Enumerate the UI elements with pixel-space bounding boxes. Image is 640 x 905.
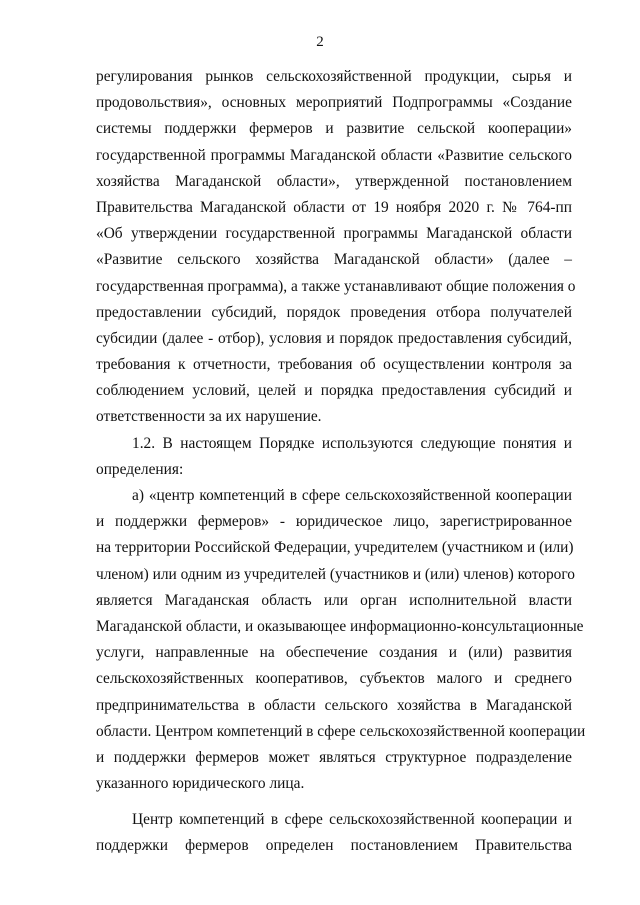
page-number: 2 — [316, 34, 324, 50]
text-line: области. Центром компетенций в сфере сельскохозяйственной кооперации — [96, 722, 586, 740]
text-line: продовольствия», основных мероприятий Подпрограммы «Создание — [96, 94, 572, 112]
text-line: предоставлении субсидий, порядок проведения отбора получателей — [96, 303, 572, 321]
text-line: сельскохозяйственных кооперативов, субъектов малого и среднего — [96, 670, 572, 688]
text-line: на территории Российской Федерации, учредителем (участником и (или) — [96, 539, 574, 557]
text-line: и поддержки фермеров» - юридическое лицо, зарегистрированное — [96, 513, 572, 531]
paragraph-gap — [96, 797, 572, 807]
text-line: является Магаданская область или орган исполнительной власти — [96, 591, 572, 609]
text-line: хозяйства Магаданской области», утвержденной постановлением — [96, 172, 572, 190]
text-line: Центр компетенций в сфере сельскохозяйственной кооперации и — [132, 811, 572, 829]
text-line: услуги, направленные на обеспечение создания и (или) развития — [96, 644, 572, 662]
document-body — [96, 64, 586, 860]
text-line: системы поддержки фермеров и развитие сельской кооперации» — [96, 120, 572, 138]
text-line: а) «центр компетенций в сфере сельскохозяйственной кооперации — [132, 487, 572, 504]
paragraph-3 — [96, 483, 586, 797]
text-line: членом) или одним из учредителей (участников и (или) членов) которого — [96, 565, 575, 583]
text-line: Правительства Магаданской области от 19 ноября 2020 г. № 764-пп — [96, 198, 572, 216]
text-line: и поддержки фермеров может являться структурное подразделение — [96, 748, 572, 766]
text-line: 1.2. В настоящем Порядке используются следующие понятия и — [132, 434, 572, 452]
paragraph-1 — [96, 64, 576, 431]
text-line: «Развитие сельского хозяйства Магаданской области» (далее – — [96, 251, 572, 269]
text-line: предпринимательства в области сельского хозяйства в Магаданской — [96, 696, 572, 714]
text-line: «Об утверждении государственной программы Магаданской области — [96, 225, 572, 243]
paragraph-4 — [96, 807, 572, 859]
text-line: соблюдением условий, целей и порядка предоставления субсидий и — [96, 382, 572, 400]
text-line: государственная программа), а также устанавливают общие положения о — [96, 277, 576, 295]
text-line: ответственности за их нарушение. — [96, 408, 322, 426]
text-line: указанного юридического лица. — [96, 775, 305, 793]
text-line: субсидии (далее - отбор), условия и порядок предоставления субсидий, — [96, 329, 572, 347]
text-line: определения: — [96, 460, 184, 478]
paragraph-2 — [96, 431, 572, 483]
text-line: Магаданской области, и оказывающее информационно-консультационные — [96, 617, 584, 635]
text-line: требования к отчетности, требования об осуществлении контроля за — [96, 356, 572, 374]
text-line: регулирования рынков сельскохозяйственной продукции, сырья и — [96, 68, 572, 85]
text-line: государственной программы Магаданской области «Развитие сельского — [96, 146, 572, 164]
text-line: поддержки фермеров определен постановлением Правительства — [96, 837, 572, 855]
